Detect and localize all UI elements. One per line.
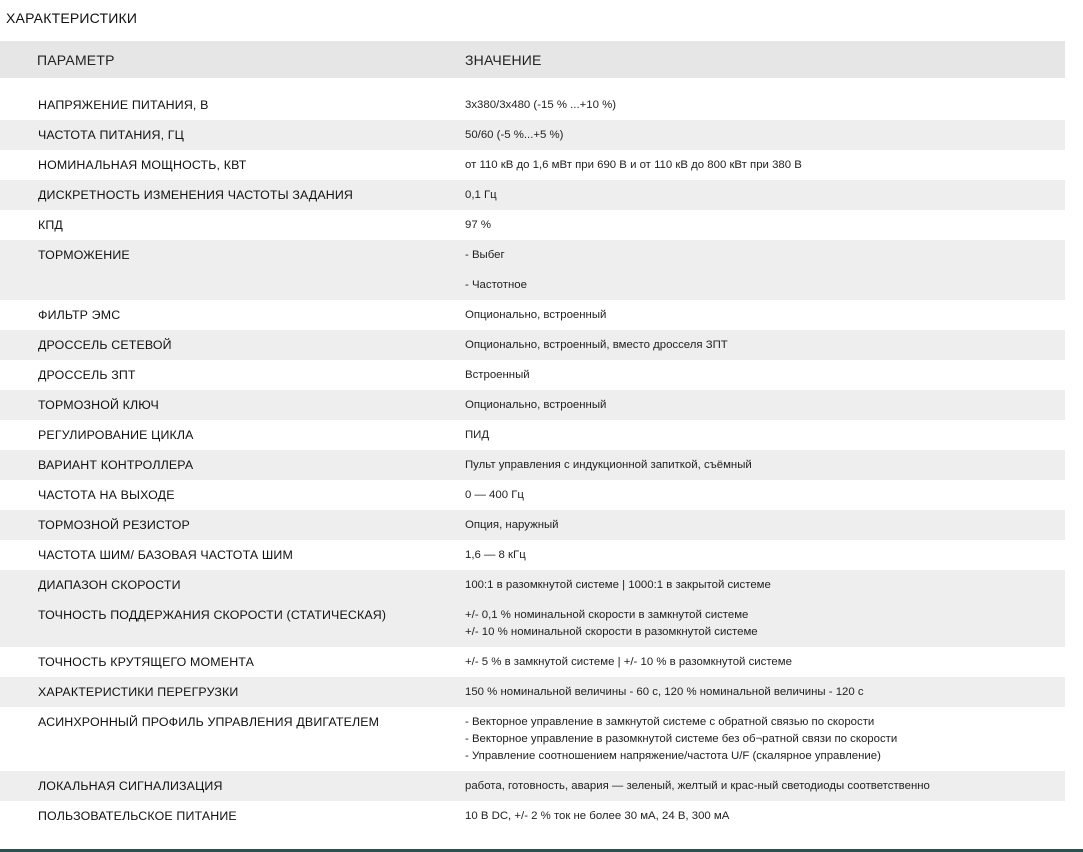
value-cell: [465, 330, 1065, 360]
value-line: 150 % номинальной величины - 60 с, 120 % номинальной величины - 120 с: [465, 686, 864, 698]
parameter-cell: РЕГУЛИРОВАНИЕ ЦИКЛА: [38, 428, 194, 442]
value-cell: [465, 570, 1065, 600]
parameter-cell: АСИНХРОННЫЙ ПРОФИЛЬ УПРАВЛЕНИЯ ДВИГАТЕЛЕМ: [38, 715, 380, 729]
value-cell: [465, 677, 1065, 707]
parameter-cell: ХАРАКТЕРИСТИКИ ПЕРЕГРУЗКИ: [0, 677, 465, 707]
value-line: Опционально, встроенный: [465, 399, 607, 411]
table-row: [0, 180, 1065, 210]
value-cell: [465, 300, 1065, 330]
parameter-cell: ЛОКАЛЬНАЯ СИГНАЛИЗАЦИЯ: [0, 771, 465, 801]
table-row: [0, 801, 1065, 831]
parameter-cell: КПД: [38, 218, 63, 232]
value-cell: [465, 360, 1065, 390]
value-cell: [465, 210, 1065, 240]
table-row: [0, 300, 1065, 330]
table-row: [0, 240, 1065, 270]
value-cell: [465, 150, 1065, 180]
table-row: [0, 390, 1065, 420]
parameter-cell: ЧАСТОТА ПИТАНИЯ, ГЦ: [0, 120, 465, 150]
table-row: [0, 90, 1065, 120]
parameter-cell: НОМИНАЛЬНАЯ МОЩНОСТЬ, КВТ: [38, 158, 247, 172]
table-row: [0, 480, 1065, 510]
table-row: [0, 707, 1065, 771]
parameter-cell: [0, 270, 465, 300]
value-cell: [465, 707, 1065, 771]
value-cell: [465, 180, 1065, 210]
table-row: [0, 540, 1065, 570]
parameter-cell: ТОЧНОСТЬ ПОДДЕРЖАНИЯ СКОРОСТИ (СТАТИЧЕСКАЯ): [0, 600, 465, 647]
value-line: Опционально, встроенный: [465, 309, 607, 321]
value-cell: [465, 420, 1065, 450]
table-row: [0, 210, 1065, 240]
parameter-cell: ЧАСТОТА НА ВЫХОДЕ: [38, 488, 175, 502]
value-line: Пульт управления с индукционной запиткой, съёмный: [465, 459, 752, 471]
table-body: [0, 78, 1065, 831]
parameter-cell: ТОРМОЗНОЙ КЛЮЧ: [0, 390, 465, 420]
parameter-cell: ТОРМОЗНОЙ РЕЗИСТОР: [0, 510, 465, 540]
value-line: +/- 10 % номинальной скорости в разомкнутой системе: [465, 626, 758, 638]
parameter-cell: ВАРИАНТ КОНТРОЛЛЕРА: [0, 450, 465, 480]
table-row: [0, 510, 1065, 540]
value-line: Опционально, встроенный, вместо дросселя ЗПТ: [465, 339, 728, 351]
parameter-cell: ДИСКРЕТНОСТЬ ИЗМЕНЕНИЯ ЧАСТОТЫ ЗАДАНИЯ: [0, 180, 465, 210]
value-line: - Частотное: [465, 279, 527, 291]
value-line: Опция, наружный: [465, 519, 559, 531]
value-line: ПИД: [465, 429, 490, 441]
specs-table: [0, 41, 1065, 831]
parameter-cell: ДИАПАЗОН СКОРОСТИ: [0, 570, 465, 600]
parameter-cell: ТОЧНОСТЬ КРУТЯЩЕГО МОМЕНТА: [38, 655, 255, 669]
parameter-cell: ДРОССЕЛЬ СЕТЕВОЙ: [0, 330, 465, 360]
parameter-cell: НАПРЯЖЕНИЕ ПИТАНИЯ, В: [38, 98, 209, 112]
value-line: 3х380/3х480 (-15 % ...+10 %): [465, 99, 617, 111]
value-cell: [465, 390, 1065, 420]
table-row: [0, 570, 1065, 600]
value-line: 100:1 в разомкнутой системе | 1000:1 в закрытой системе: [465, 579, 771, 591]
value-line: 10 В DC, +/- 2 % ток не более 30 мА, 24 В, 300 мА: [465, 810, 730, 822]
value-cell: [465, 771, 1065, 801]
column-header-parameter: ПАРАМЕТР: [0, 41, 465, 78]
value-cell: [465, 540, 1065, 570]
value-line: - Управление соотношением напряжение/частота U/F (скалярное управление): [465, 750, 881, 762]
value-line: +/- 0,1 % номинальной скорости в замкнутой системе: [465, 609, 749, 621]
value-cell: [465, 600, 1065, 647]
table-row: [0, 450, 1065, 480]
table-row: [0, 771, 1065, 801]
value-cell: [465, 480, 1065, 510]
table-row: [0, 360, 1065, 390]
value-line: от 110 кВ до 1,6 мВт при 690 В и от 110 кВ до 800 кВт при 380 В: [465, 159, 802, 171]
table-row: [0, 120, 1065, 150]
page-title: ХАРАКТЕРИСТИКИ: [6, 10, 138, 26]
value-cell: [465, 450, 1065, 480]
value-cell: [465, 240, 1065, 270]
value-line: +/- 5 % в замкнутой системе | +/- 10 % в разомкнутой системе: [465, 656, 792, 668]
value-cell: [465, 120, 1065, 150]
value-line: 0,1 Гц: [465, 189, 497, 201]
table-row: [0, 647, 1065, 677]
table-row: [0, 270, 1065, 300]
value-line: Встроенный: [465, 369, 530, 381]
value-line: - Векторное управление в замкнутой системе с обратной связью по скорости: [465, 716, 875, 728]
value-line: - Выбег: [465, 249, 505, 261]
value-cell: [465, 801, 1065, 831]
value-cell: [465, 90, 1065, 120]
parameter-cell: ЧАСТОТА ШИМ/ БАЗОВАЯ ЧАСТОТА ШИМ: [38, 548, 293, 562]
table-header-row: [0, 41, 1065, 78]
value-line: 0 — 400 Гц: [465, 489, 524, 501]
value-line: 97 %: [465, 219, 491, 231]
parameter-cell: ТОРМОЖЕНИЕ: [0, 240, 465, 270]
value-cell: [465, 270, 1065, 300]
table-row: [0, 677, 1065, 707]
value-cell: [465, 510, 1065, 540]
table-row: [0, 330, 1065, 360]
value-line: 1,6 — 8 кГц: [465, 549, 526, 561]
column-header-value: ЗНАЧЕНИЕ: [465, 41, 1065, 78]
parameter-cell: ДРОССЕЛЬ ЗПТ: [38, 368, 136, 382]
table-row: [0, 150, 1065, 180]
value-cell: [465, 647, 1065, 677]
parameter-cell: ПОЛЬЗОВАТЕЛЬСКОЕ ПИТАНИЕ: [38, 809, 237, 823]
header-spacer: [0, 78, 1065, 90]
value-line: работа, готовность, авария — зеленый, желтый и крас-ный светодиоды соответственно: [465, 780, 930, 792]
value-line: 50/60 (-5 %...+5 %): [465, 129, 564, 141]
table-row: [0, 420, 1065, 450]
table-row: [0, 600, 1065, 647]
parameter-cell: ФИЛЬТР ЭМС: [38, 308, 121, 322]
value-line: - Векторное управление в разомкнутой системе без об¬ратной связи по скорости: [465, 733, 898, 745]
